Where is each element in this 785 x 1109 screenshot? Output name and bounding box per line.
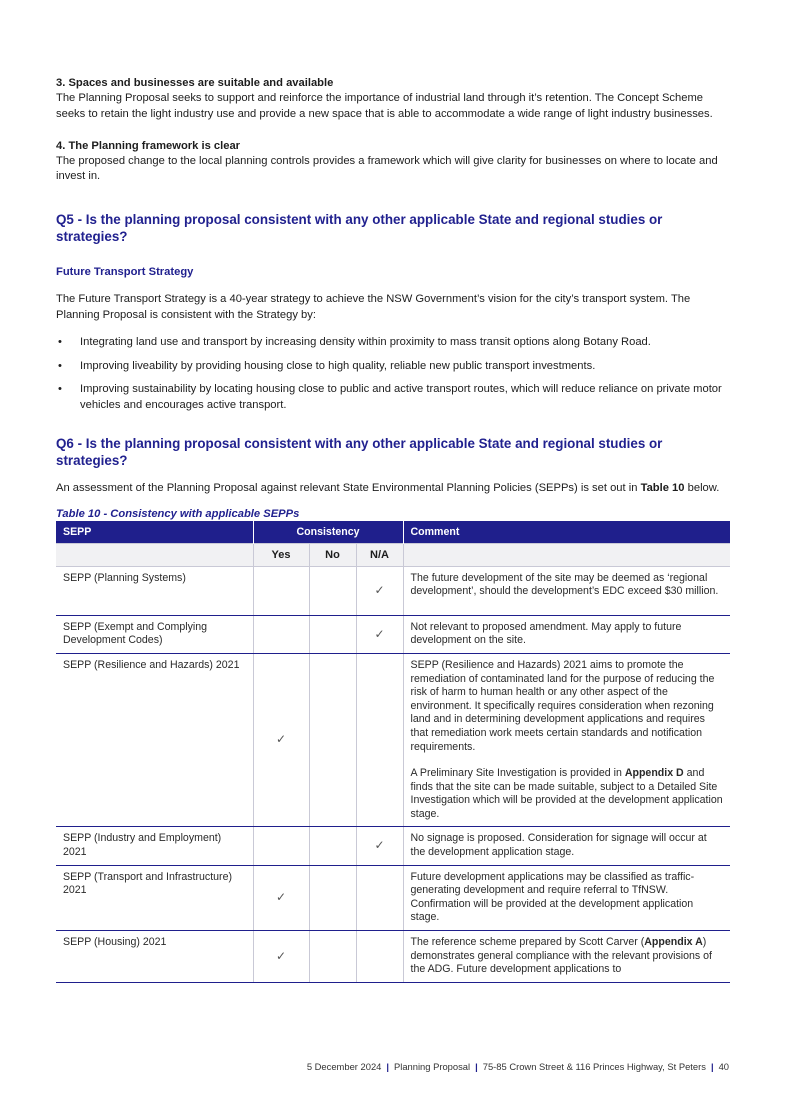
na-cell bbox=[356, 566, 403, 615]
table-reference: Table 10 bbox=[640, 481, 685, 494]
subheader-na: N/A bbox=[356, 543, 403, 566]
sepp-cell: SEPP (Exempt and Complying Development Codes) bbox=[56, 615, 253, 653]
q5-intro: The Future Transport Strategy is a 40-year strategy to achieve the NSW Government’s vision for the city’s transport system. The Planning Proposal is consistent with the Strategy by: bbox=[56, 293, 691, 321]
no-cell bbox=[309, 566, 356, 615]
na-cell bbox=[356, 827, 403, 865]
na-cell bbox=[356, 865, 403, 930]
document-page bbox=[56, 76, 731, 983]
table-row bbox=[56, 931, 730, 983]
comment-cell: The reference scheme prepared by Scott Carver (Appendix A) demonstrates general compliance with the relevant provisions of the ADG. Future development applications to bbox=[403, 931, 730, 983]
subheader-yes: Yes bbox=[253, 543, 309, 566]
q6-intro: An assessment of the Planning Proposal against relevant State Environmental Planning Policies (SEPPs) is set out in Table 10 below. bbox=[56, 481, 720, 494]
footer-doc-title: Planning Proposal bbox=[394, 1061, 471, 1072]
list-item: • Improving sustainability by locating housing close to public and active transport routes, which will reduce reliance on private motor vehicles and encourages active transport. bbox=[58, 383, 722, 412]
na-cell bbox=[356, 931, 403, 983]
table-row bbox=[56, 566, 730, 615]
footer-date: 5 December 2024 bbox=[306, 1061, 382, 1072]
check-icon: ✓ bbox=[275, 948, 287, 963]
sepp-consistency-table bbox=[56, 521, 730, 983]
bullet-icon: • bbox=[58, 335, 62, 348]
na-cell bbox=[356, 653, 403, 827]
section-4-heading: 4. The Planning framework is clear bbox=[56, 139, 241, 152]
comment-cell: Future development applications may be classified as traffic-generating development and require referral to TfNSW. Confirmation will be provided at the development application stage. bbox=[403, 865, 730, 930]
footer-separator: | bbox=[710, 1061, 714, 1072]
sepp-cell: SEPP (Planning Systems) bbox=[56, 566, 253, 615]
q5-bullet-list bbox=[56, 335, 731, 414]
appendix-reference: Appendix A bbox=[644, 936, 703, 949]
table-row bbox=[56, 615, 730, 653]
yes-cell bbox=[253, 566, 309, 615]
table-row bbox=[56, 827, 730, 865]
no-cell bbox=[309, 931, 356, 983]
comment-cell: No signage is proposed. Consideration for signage will occur at the development application stage. bbox=[403, 827, 730, 865]
bullet-icon: • bbox=[58, 359, 62, 372]
page-number: 40 bbox=[718, 1061, 729, 1072]
check-icon: ✓ bbox=[374, 838, 385, 853]
no-cell bbox=[309, 827, 356, 865]
table-row bbox=[56, 653, 730, 827]
header-consistency: Consistency bbox=[253, 521, 403, 544]
check-icon: ✓ bbox=[275, 732, 287, 747]
page-footer bbox=[307, 1061, 729, 1072]
na-cell bbox=[356, 615, 403, 653]
header-comment: Comment bbox=[403, 521, 730, 544]
bullet-icon: • bbox=[58, 383, 62, 396]
comment-cell: Not relevant to proposed amendment. May apply to future development on the site. bbox=[403, 615, 730, 653]
footer-separator: | bbox=[386, 1061, 389, 1072]
section-3-heading: 3. Spaces and businesses are suitable and available bbox=[56, 77, 334, 89]
sepp-cell: SEPP (Industry and Employment) 2021 bbox=[56, 827, 253, 865]
table-row bbox=[56, 865, 730, 930]
no-cell bbox=[309, 615, 356, 653]
table-caption: Table 10 - Consistency with applicable SEPPs bbox=[56, 507, 300, 520]
appendix-reference: Appendix D bbox=[624, 767, 684, 780]
subheader-comment-blank bbox=[403, 543, 730, 566]
q5-heading: Q5 - Is the planning proposal consistent with any other applicable State and regional studies or strategies? bbox=[56, 212, 663, 245]
q6-heading: Q6 - Is the planning proposal consistent with any other applicable State and regional studies or strategies? bbox=[56, 435, 663, 468]
yes-cell bbox=[253, 653, 309, 827]
check-icon: ✓ bbox=[374, 582, 385, 597]
yes-cell bbox=[253, 865, 309, 930]
footer-address: 75-85 Crown Street & 116 Princes Highway, St Peters bbox=[482, 1061, 706, 1072]
subheader-blank bbox=[56, 543, 253, 566]
sepp-cell: SEPP (Resilience and Hazards) 2021 bbox=[56, 653, 253, 827]
sepp-cell: SEPP (Transport and Infrastructure) 2021 bbox=[56, 865, 253, 930]
header-sepp: SEPP bbox=[56, 521, 253, 544]
footer-separator: | bbox=[475, 1061, 478, 1072]
section-4-text: The proposed change to the local planning controls provides a framework which will give clarity for businesses on where to locate and invest in. bbox=[56, 154, 718, 183]
yes-cell bbox=[253, 827, 309, 865]
no-cell bbox=[309, 865, 356, 930]
q5-subheading: Future Transport Strategy bbox=[56, 266, 194, 279]
comment-cell: SEPP (Resilience and Hazards) 2021 aims to promote the remediation of contaminated land for the purpose of reducing the risk of harm to human health or any other aspect of the environment. It specifically requires consideration when rezoning land and in determining development applications and requires that remediation work meets certain standards and notification requirements. A Preliminary Site Investigation is provided in Appendix D and finds that the site can be made suitable, subject to a Detailed Site Investigation which will be provided at the development application stage. bbox=[403, 653, 730, 827]
subheader-no: No bbox=[309, 543, 356, 566]
section-3-text: The Planning Proposal seeks to support and reinforce the importance of industrial land through it’s retention. The Concept Scheme seeks to retain the light industry use and provide a new space that is able to accommodate a wide range of light industry businesses. bbox=[56, 92, 713, 120]
list-item: • Improving liveability by providing housing close to high quality, reliable new public transport investments. bbox=[56, 359, 731, 375]
comment-cell: The future development of the site may be deemed as ‘regional development’, should the development’s EDC exceed $30 million. bbox=[403, 566, 730, 615]
yes-cell bbox=[253, 615, 309, 653]
check-icon: ✓ bbox=[374, 626, 385, 641]
yes-cell bbox=[253, 931, 309, 983]
check-icon: ✓ bbox=[275, 890, 287, 905]
no-cell bbox=[309, 653, 356, 827]
list-item: • Integrating land use and transport by increasing density within proximity to mass transit options along Botany Road. bbox=[56, 335, 731, 351]
sepp-cell: SEPP (Housing) 2021 bbox=[56, 931, 253, 983]
